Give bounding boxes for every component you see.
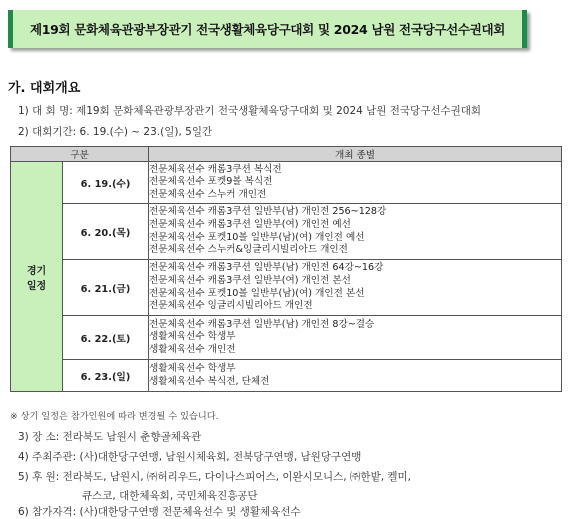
banner-title: 제19회 문화체육관광부장관기 전국생활체육당구대회 및 2024 남원 전국당구선수권대회 — [29, 22, 506, 37]
event-line: 생활체육선수 복식전, 단체전 — [149, 375, 270, 387]
event-line: 전문체육선수 캐롬3쿠션 일반부(남) 개인전 256~128강 — [149, 206, 387, 218]
table-row — [11, 162, 562, 204]
date-cell: 6. 23.(일) — [63, 360, 149, 392]
detail-venue: 3) 장 소: 전라북도 남원시 춘향골체육관 — [18, 431, 202, 443]
table-row — [11, 260, 562, 316]
schedule-note: ※ 상기 일정은 참가인원에 따라 변경될 수 있습니다. — [10, 411, 219, 422]
date-cell: 6. 22.(토) — [63, 316, 149, 360]
event-line: 생활체육선수 학생부 — [149, 331, 236, 343]
event-line: 생활체육선수 학생부 — [149, 362, 236, 374]
table-header-row — [11, 147, 562, 162]
table-row — [11, 316, 562, 360]
section-label-cell — [11, 162, 63, 392]
header-events: 개최 종별 — [149, 147, 562, 162]
detail-organizer: 4) 주최주관: (사)대한당구연맹, 남원시체육회, 전북당구연맹, 남원당구연맹 — [18, 451, 362, 463]
events-cell — [149, 162, 562, 204]
detail-sponsor-cont: 큐스코, 대한체육회, 국민체육진흥공단 — [82, 490, 258, 502]
event-line: 전문체육선수 캐롬3쿠션 일반부(여) 개인전 예선 — [149, 218, 351, 230]
events-cell — [149, 316, 562, 360]
section-label-line: 일정 — [26, 280, 47, 292]
table-row — [11, 204, 562, 260]
detail-sponsor: 5) 후 원: 전라북도, 남원시, ㈜허리우드, 다이나스피어스, 이완시모니스, ㈜한밭, 켈미, — [18, 471, 412, 483]
events-cell — [149, 360, 562, 392]
header-category: 구분 — [11, 147, 149, 162]
event-line: 생활체육선수 개인전 — [149, 343, 236, 355]
events-cell — [149, 204, 562, 260]
date-cell: 6. 19.(수) — [63, 162, 149, 204]
title-banner — [8, 10, 527, 48]
overview-item-name: 1) 대 회 명: 제19회 문화체육관광부장관기 전국생활체육당구대회 및 2024 남원 전국당구선수권대회 — [18, 105, 482, 117]
event-line: 전문체육선수 포켓9볼 복식전 — [149, 176, 273, 188]
event-line: 전문체육선수 캐롬3쿠션 복식전 — [149, 163, 282, 175]
section-label-line: 경기 — [26, 265, 47, 277]
event-line: 전문체육선수 캐롬3쿠션 일반부(여) 개인전 본선 — [149, 274, 351, 286]
detail-eligibility: 6) 참가자격: (사)대한당구연맹 전문체육선수 및 생활체육선수 — [18, 506, 301, 518]
table-row — [11, 360, 562, 392]
event-line: 전문체육선수 캐롬3쿠션 일반부(남) 개인전 64강~16강 — [149, 262, 384, 274]
event-line: 전문체육선수 포켓10볼 일반부(남)(여) 개인전 예선 — [149, 231, 365, 243]
date-cell: 6. 20.(목) — [63, 204, 149, 260]
event-line: 전문체육선수 캐롬3쿠션 일반부(남) 개인전 8강~결승 — [149, 318, 375, 330]
section-title: 가. 대회개요 — [8, 81, 81, 96]
event-line: 전문체육선수 스누커&잉글리시빌리아드 개인전 — [149, 244, 348, 256]
schedule-table — [10, 146, 562, 392]
event-line: 전문체육선수 잉글리시빌리아드 개인전 — [149, 300, 313, 312]
event-line: 전문체육선수 스누커 개인전 — [149, 188, 267, 200]
events-cell — [149, 260, 562, 316]
event-line: 전문체육선수 포켓10볼 일반부(남)(여) 개인전 본선 — [149, 287, 365, 299]
overview-item-period: 2) 대회기간: 6. 19.(수) ~ 23.(일), 5일간 — [18, 126, 213, 138]
date-cell: 6. 21.(금) — [63, 260, 149, 316]
